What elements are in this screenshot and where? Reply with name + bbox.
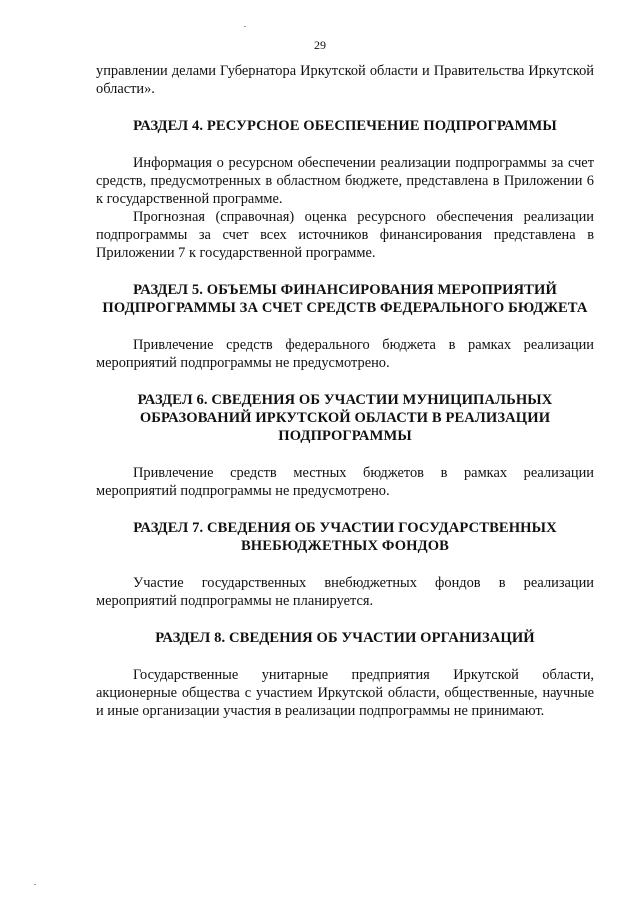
section-4-heading: РАЗДЕЛ 4. РЕСУРСНОЕ ОБЕСПЕЧЕНИЕ ПОДПРОГРАММЫ	[133, 118, 557, 134]
section-8-paragraph: Государственные унитарные предприятия Иркутской области, акционерные общества с участием Иркутской области, общественные, научные и иные организации участия в реализации подпрограммы не принимают.	[96, 667, 594, 719]
section-6-paragraph: Привлечение средств местных бюджетов в рамках реализации мероприятий подпрограммы не предусмотрено.	[96, 465, 594, 499]
section-5-heading-line-1: РАЗДЕЛ 5. ОБЪЕМЫ ФИНАНСИРОВАНИЯ МЕРОПРИЯТИЙ	[133, 282, 557, 298]
section-7-heading	[96, 519, 594, 555]
section-7-heading-line-2: ВНЕБЮДЖЕТНЫХ ФОНДОВ	[240, 538, 450, 554]
section-6-heading-line-3: ПОДПРОГРАММЫ	[278, 428, 412, 444]
section-4-paragraph-1: Информация о ресурсном обеспечении реализации подпрограммы за счет средств, предусмотренных в областном бюджете, представлена в Приложении 6 к государственной программе.	[96, 155, 594, 207]
intro-paragraph: управлении делами Губернатора Иркутской области и Правительства Иркутской области».	[96, 63, 594, 97]
section-5-paragraph: Привлечение средств федерального бюджета в рамках реализации мероприятий подпрограммы не предусмотрено.	[96, 337, 594, 371]
page-number: 29	[314, 38, 326, 52]
section-8-heading: РАЗДЕЛ 8. СВЕДЕНИЯ ОБ УЧАСТИИ ОРГАНИЗАЦИЙ	[155, 630, 535, 646]
section-7-paragraph: Участие государственных внебюджетных фондов в реализации мероприятий подпрограммы не планируется.	[96, 575, 594, 609]
section-7-heading-line-1: РАЗДЕЛ 7. СВЕДЕНИЯ ОБ УЧАСТИИ ГОСУДАРСТВЕННЫХ	[133, 520, 557, 536]
document-body	[96, 62, 594, 720]
section-5-heading	[96, 281, 594, 317]
section-5-heading-line-2: ПОДПРОГРАММЫ ЗА СЧЕТ СРЕДСТВ ФЕДЕРАЛЬНОГО БЮДЖЕТА	[102, 300, 588, 316]
section-6-heading-line-1: РАЗДЕЛ 6. СВЕДЕНИЯ ОБ УЧАСТИИ МУНИЦИПАЛЬНЫХ	[137, 392, 553, 408]
section-6-heading-line-2: ОБРАЗОВАНИЙ ИРКУТСКОЙ ОБЛАСТИ В РЕАЛИЗАЦИИ	[139, 410, 551, 426]
section-6-heading	[96, 391, 594, 445]
scan-speck-top	[244, 26, 246, 27]
section-4-paragraph-2: Прогнозная (справочная) оценка ресурсного обеспечения реализации подпрограммы за счет всех источников финансирования представлена в Приложении 7 к государственной программе.	[96, 209, 594, 261]
scan-speck-bottom	[34, 884, 36, 885]
